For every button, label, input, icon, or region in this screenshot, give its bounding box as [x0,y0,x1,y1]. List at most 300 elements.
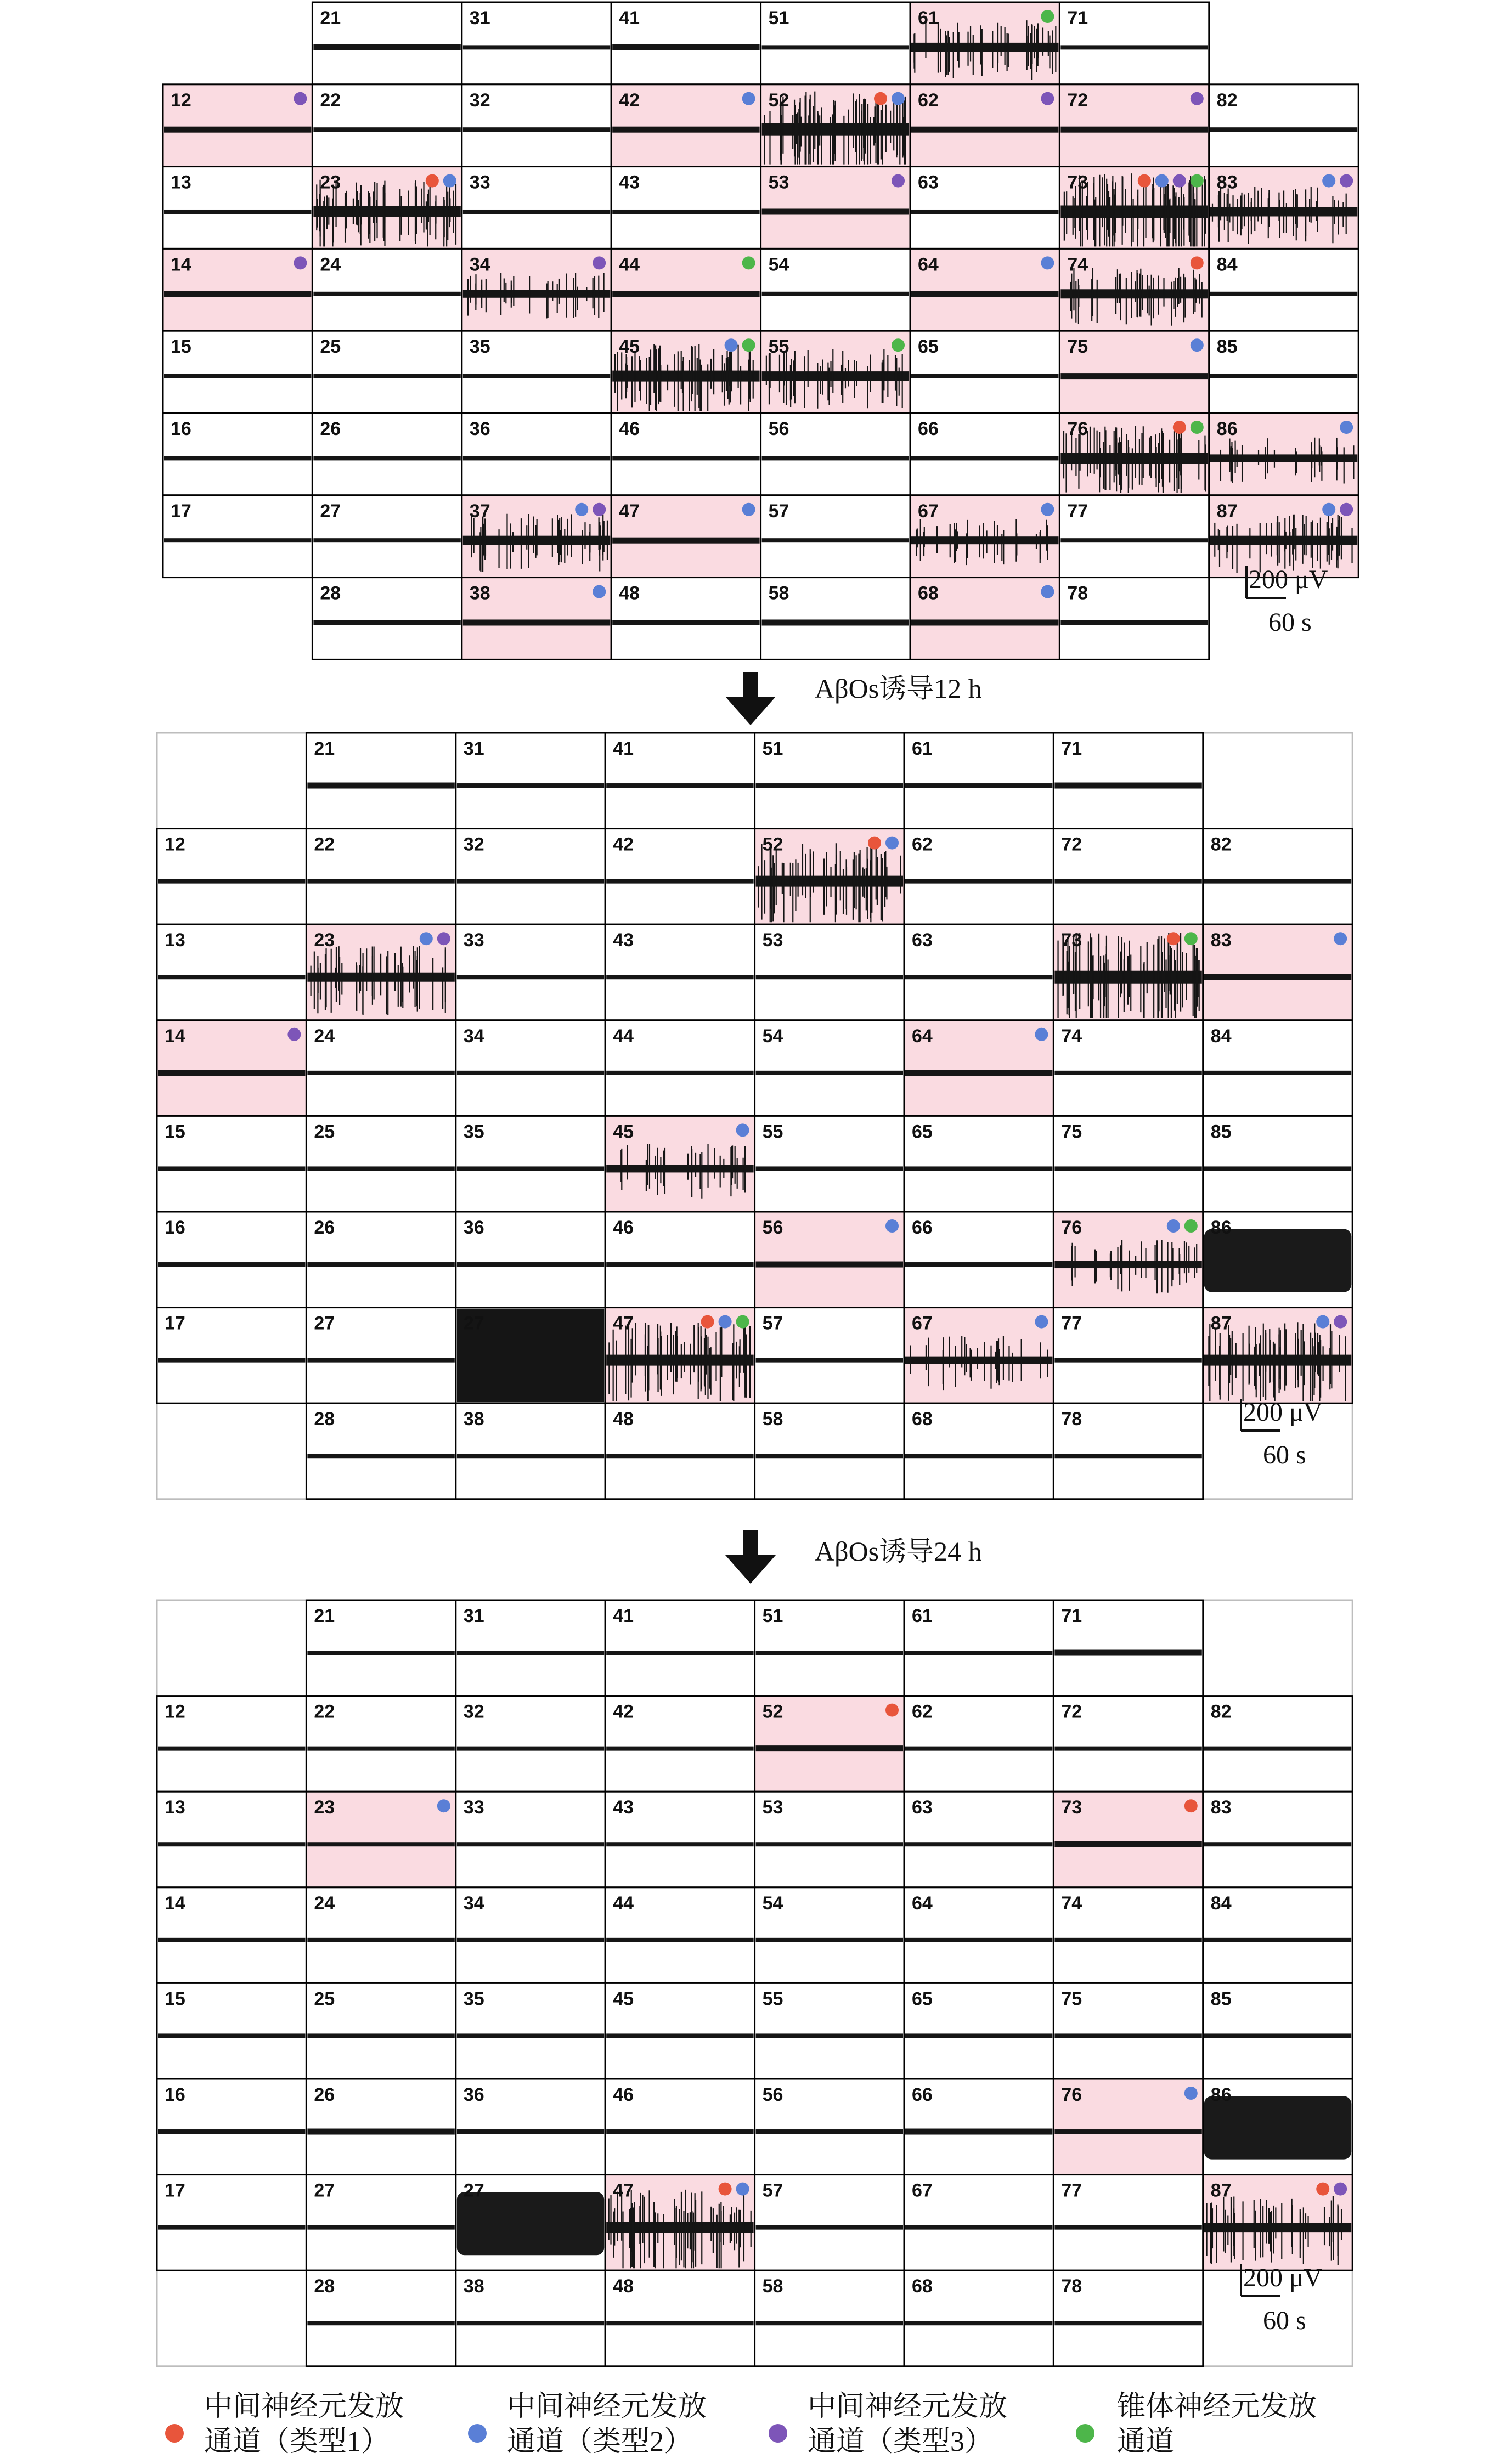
legend-line1: 中间神经元发放 [204,2391,404,2422]
channel-dot-pyramidal [1191,421,1204,434]
signal-trace [1054,1358,1201,1363]
signal-trace [756,1745,903,1751]
electrode-cell [755,1403,904,1499]
scale-voltage-label: 200 μV [1243,1398,1323,1427]
electrode-cell [1053,2270,1203,2366]
electrode-cell [755,2175,904,2271]
electrode-label: 28 [314,1409,335,1430]
electrode-label: 55 [768,336,789,358]
electrode-cell [312,248,461,331]
electrode-cell [1209,248,1358,331]
signal-trace [756,783,903,788]
electrode-cell [1059,167,1209,249]
channel-dot-type3 [593,256,606,269]
signal-trace [164,210,311,214]
signal-trace [158,2129,305,2134]
channel-dot-type2 [1191,338,1204,352]
channel-dot-type2 [1041,503,1054,516]
signal-trace [606,1842,753,1846]
electrode-cell [904,1696,1053,1792]
signal-trace [1054,1747,1201,1751]
signal-trace [307,1747,454,1751]
electrode-label: 87 [1210,1313,1232,1334]
electrode-cell [904,829,1053,925]
electrode-cell [1053,1020,1203,1116]
signal-trace [313,44,460,50]
electrode-cell [163,84,312,167]
electrode-label: 27 [463,1313,484,1334]
electrode-cell [306,1983,455,2079]
channel-dot-type2 [742,503,755,516]
electrode-label: 14 [165,1892,185,1914]
electrode-cell [1053,733,1203,829]
electrode-label: 17 [171,500,191,522]
signal-trace [905,2129,1052,2135]
signal-trace [905,2321,1052,2325]
electrode-cell [312,413,461,495]
signal-trace [1210,127,1357,132]
electrode-cell [462,331,611,413]
electrode-label: 13 [165,1797,185,1818]
signal-trace [164,538,311,542]
signal-trace [911,619,1058,625]
channel-dot-type2 [1155,174,1169,188]
electrode-cell [306,733,455,829]
electrode-label: 62 [918,89,939,111]
electrode-label: 44 [613,1025,634,1047]
electrode-label: 57 [768,500,789,522]
electrode-label: 64 [912,1892,933,1914]
signal-trace [756,1358,903,1363]
channel-dot-type2 [1334,932,1347,945]
electrode-label: 73 [1061,1797,1082,1818]
electrode-label: 56 [768,419,789,439]
electrode-cell [761,167,910,249]
channel-dot-pyramidal [1191,174,1204,188]
electrode-label: 85 [1210,1121,1232,1143]
electrode-cell [761,413,910,495]
electrode-cell [306,1308,455,1404]
signal-trace [158,879,305,884]
channel-dot-type2 [725,338,738,352]
electrode-label: 13 [165,930,185,951]
signal-trace [1204,1842,1351,1846]
electrode-cell [605,2270,754,2366]
signal-trace [463,619,610,625]
signal-trace [158,975,305,979]
electrode-cell [1203,1020,1352,1116]
electrode-label: 87 [1210,2180,1232,2201]
electrode-label: 77 [1061,1313,1082,1334]
electrode-label: 77 [1061,2180,1082,2201]
electrode-label: 21 [320,8,341,29]
signal-trace [1054,1166,1201,1171]
channel-dot-type3 [294,256,307,269]
electrode-cell [1053,1116,1203,1212]
signal-trace [911,127,1058,133]
electrode-cell [605,1212,754,1308]
channel-dot-type1 [868,837,881,850]
electrode-cell [910,2,1059,84]
scale-time-label: 60 s [1268,608,1312,637]
electrode-label: 86 [1210,1217,1232,1238]
electrode-label: 53 [768,172,789,193]
channel-dot-type2 [593,585,606,598]
electrode-label: 22 [314,1701,335,1722]
electrode-label: 23 [320,172,341,193]
signal-trace [756,1938,903,1942]
electrode-label: 35 [463,1121,484,1143]
signal-trace [905,1938,1052,1942]
signal-trace [756,1166,903,1171]
electrode-label: 31 [463,738,484,759]
electrode-cell [312,2,461,84]
electrode-label: 47 [613,1313,634,1334]
electrode-label: 14 [171,254,191,275]
electrode-label: 32 [469,89,490,111]
signal-trace [606,1454,753,1458]
mea-panel [157,733,1352,1499]
signal-trace [307,1938,454,1942]
electrode-cell [157,1116,306,1212]
electrode-label: 45 [613,1121,634,1143]
signal-trace [457,1166,604,1171]
channel-dot-type2 [736,2183,749,2196]
electrode-label: 17 [165,1313,185,1334]
electrode-label: 52 [762,1701,783,1722]
electrode-label: 48 [613,2276,634,2297]
electrode-cell [1209,331,1358,413]
electrode-label: 46 [613,1217,634,1238]
signal-trace [463,290,610,298]
electrode-cell [904,924,1053,1020]
signal-trace [756,2321,903,2325]
electrode-cell [456,1212,605,1308]
channel-dot-type2 [885,1219,899,1233]
electrode-cell [755,1212,904,1308]
electrode-label: 75 [1061,1121,1082,1143]
electrode-label: 66 [912,1217,933,1238]
signal-trace [313,374,460,378]
signal-trace [756,1262,903,1268]
electrode-label: 28 [320,583,341,604]
signal-trace [911,210,1058,214]
burst-trace [1204,2096,1351,2159]
electrode-cell [1059,248,1209,331]
electrode-label: 72 [1067,89,1088,111]
electrode-label: 26 [314,2084,335,2105]
electrode-cell [306,2175,455,2271]
channel-dot-type2 [1322,174,1335,188]
electrode-cell [605,1983,754,2079]
electrode-cell [456,1696,605,1792]
electrode-label: 32 [463,1701,484,1722]
electrode-label: 82 [1210,834,1232,855]
signal-trace [905,879,1052,884]
signal-trace [457,1071,604,1075]
electrode-cell [904,1983,1053,2079]
signal-trace [905,1357,1052,1364]
electrode-label: 72 [1061,1701,1082,1722]
signal-trace [313,127,460,132]
channel-dot-type2 [575,503,588,516]
channel-dot-type2 [437,1799,450,1812]
channel-dot-type3 [437,932,450,945]
electrode-cell [456,1600,605,1696]
electrode-label: 64 [912,1025,933,1047]
signal-trace [164,127,311,133]
electrode-cell [462,495,611,578]
electrode-cell [1053,2079,1203,2175]
electrode-cell [904,2079,1053,2175]
signal-trace [307,783,454,789]
electrode-label: 15 [165,1988,185,2010]
channel-dot-pyramidal [1184,1219,1198,1233]
electrode-label: 35 [469,336,490,358]
electrode-cell [462,2,611,84]
electrode-label: 46 [613,2084,634,2105]
electrode-label: 51 [768,8,789,29]
channel-dot-pyramidal [892,338,905,352]
electrode-cell [306,1887,455,1983]
electrode-label: 66 [918,419,939,439]
electrode-label: 67 [918,500,939,522]
signal-trace [762,456,909,460]
electrode-cell [157,2175,306,2271]
electrode-label: 51 [762,738,783,759]
signal-trace [457,1747,604,1751]
electrode-label: 24 [314,1892,335,1914]
signal-trace [756,1071,903,1075]
electrode-cell [904,1403,1053,1499]
electrode-cell [312,495,461,578]
scale-bar [1246,565,1328,637]
electrode-cell [456,1403,605,1499]
signal-trace [911,456,1058,460]
electrode-label: 25 [320,336,341,358]
signal-trace [1060,45,1208,49]
electrode-cell [1053,1212,1203,1308]
legend-dot-pyramidal [1076,2424,1094,2443]
signal-trace [606,2033,753,2038]
electrode-label: 55 [762,1988,783,2010]
electrode-label: 52 [768,89,789,111]
electrode-cell [605,1600,754,1696]
legend-dot-type1 [165,2424,184,2443]
electrode-label: 52 [762,834,783,855]
electrode-cell [456,1983,605,2079]
signal-trace [1060,453,1208,464]
electrode-label: 22 [314,834,335,855]
signal-trace [1054,2033,1201,2038]
electrode-label: 25 [314,1988,335,2010]
electrode-cell [904,1020,1053,1116]
signal-trace [313,538,460,542]
electrode-label: 61 [912,1606,933,1626]
electrode-label: 31 [469,8,490,29]
signal-trace [905,1070,1052,1076]
electrode-cell [1053,1887,1203,1983]
electrode-label: 12 [165,834,185,855]
electrode-cell [605,1308,754,1404]
electrode-label: 85 [1216,336,1238,358]
channel-dot-type3 [1340,174,1353,188]
channel-dot-type1 [1173,421,1186,434]
signal-trace [307,2225,454,2230]
electrode-cell [1059,331,1209,413]
electrode-cell [1203,924,1352,1020]
electrode-label: 16 [171,419,191,439]
signal-trace [606,1071,753,1075]
electrode-cell [456,2079,605,2175]
electrode-label: 72 [1061,834,1082,855]
signal-trace [164,456,311,460]
channel-dot-type2 [742,92,755,105]
signal-trace [905,1166,1052,1171]
electrode-label: 42 [613,834,634,855]
signal-trace [158,1358,305,1363]
electrode-label: 61 [912,738,933,759]
signal-trace [1054,879,1201,884]
signal-trace [1054,1071,1201,1075]
signal-trace [911,374,1058,378]
electrode-cell [157,2079,306,2175]
electrode-label: 68 [918,583,939,604]
electrode-label: 54 [762,1025,783,1047]
electrode-label: 34 [463,1025,484,1047]
signal-trace [606,975,753,979]
electrode-label: 34 [469,254,490,275]
signal-trace [1204,1355,1351,1366]
electrode-label: 35 [463,1988,484,2010]
electrode-label: 48 [613,1409,634,1430]
electrode-label: 55 [762,1121,783,1143]
electrode-cell [910,331,1059,413]
signal-trace [1204,1071,1351,1075]
signal-trace [457,1938,604,1942]
signal-trace [905,1651,1052,1655]
electrode-label: 23 [314,1797,335,1818]
signal-trace [1204,879,1351,884]
electrode-label: 24 [320,254,341,275]
electrode-cell [1203,1887,1352,1983]
channel-dot-type3 [1334,1315,1347,1329]
signal-trace [457,2321,604,2325]
electrode-cell [611,84,760,167]
electrode-cell [755,1887,904,1983]
channel-dot-type1 [1191,256,1204,269]
electrode-cell [605,1116,754,1212]
signal-trace [756,2225,903,2230]
electrode-label: 82 [1216,89,1238,111]
signal-trace [905,1262,1052,1267]
electrode-label: 38 [463,2276,484,2297]
signal-trace [457,879,604,884]
electrode-cell [157,1792,306,1887]
channel-dot-type3 [1041,92,1054,105]
signal-trace [1210,374,1357,378]
electrode-cell [1053,1792,1203,1887]
signal-trace [905,1454,1052,1458]
electrode-cell [1059,2,1209,84]
scale-time-label: 60 s [1263,1440,1306,1470]
electrode-cell [904,1792,1053,1887]
channel-dot-type2 [1322,503,1335,516]
electrode-label: 71 [1061,738,1082,759]
electrode-cell [1203,1696,1352,1792]
electrode-cell [456,1792,605,1887]
signal-trace [1204,2033,1351,2038]
signal-trace [1204,1747,1351,1751]
signal-trace [457,2129,604,2134]
electrode-cell [605,829,754,925]
electrode-label: 27 [314,1313,335,1334]
mea-panel [163,2,1358,659]
electrode-cell [306,829,455,925]
electrode-label: 42 [619,89,640,111]
electrode-label: 58 [762,2276,783,2297]
electrode-cell [910,84,1059,167]
signal-trace [762,292,909,296]
electrode-label: 75 [1061,1988,1082,2010]
electrode-cell [1053,2175,1203,2271]
electrode-cell [157,1020,306,1116]
channel-dot-pyramidal [742,338,755,352]
electrode-label: 74 [1061,1892,1082,1914]
signal-trace [307,1651,454,1655]
legend-item-type3 [769,2391,1007,2457]
electrode-label: 17 [165,2180,185,2201]
electrode-cell [755,1792,904,1887]
channel-dot-pyramidal [1184,932,1198,945]
signal-trace [606,1651,753,1655]
electrode-cell [462,167,611,249]
electrode-label: 84 [1210,1892,1232,1914]
scale-bar [1241,2263,1323,2335]
legend [165,2391,1317,2457]
electrode-cell [1203,2175,1352,2271]
electrode-label: 57 [762,2180,783,2201]
signal-trace [463,210,610,214]
channel-dot-type3 [1334,2183,1347,2196]
electrode-label: 87 [1216,500,1238,522]
step-arrow-2 [725,1530,776,1584]
channel-dot-pyramidal [736,1315,749,1329]
signal-trace [164,291,311,297]
signal-trace [164,374,311,378]
electrode-label: 27 [463,2180,484,2201]
electrode-cell [761,495,910,578]
electrode-label: 27 [314,2180,335,2201]
electrode-cell [163,331,312,413]
electrode-label: 78 [1061,1409,1082,1430]
signal-trace [307,2033,454,2038]
electrode-cell [306,1116,455,1212]
electrode-label: 16 [165,2084,185,2105]
electrode-label: 33 [469,172,490,193]
signal-trace [1204,974,1351,980]
signal-trace [313,292,460,296]
signal-trace [1054,2321,1201,2325]
electrode-cell [1053,1983,1203,2079]
electrode-label: 63 [918,172,939,193]
signal-trace [756,2129,903,2134]
signal-trace [1060,289,1208,298]
signal-trace [158,1070,305,1076]
signal-trace [307,1842,454,1846]
electrode-label: 26 [320,419,341,439]
channel-dot-type3 [287,1028,301,1041]
